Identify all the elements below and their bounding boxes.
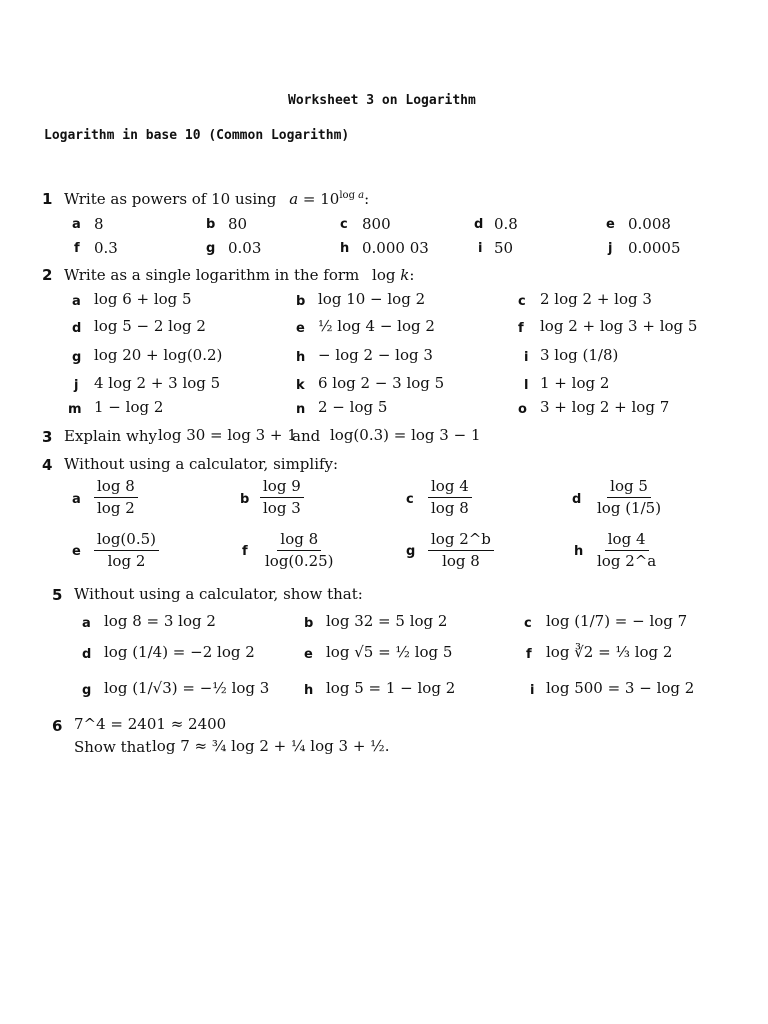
q4-den-c: log 8: [431, 498, 469, 517]
q5-label-a: a: [82, 616, 91, 631]
question-1-formula: $a = 10^{log a}$:: [289, 190, 370, 208]
q4-label-f: f: [242, 544, 248, 559]
q5-expr-b: log 32 = 5 log 2: [326, 612, 448, 630]
q1-value-i: 50: [494, 239, 514, 257]
q4-num-b: log 9: [260, 478, 304, 498]
q4-fraction-e: [94, 531, 159, 569]
q4-num-f: log 8: [277, 531, 321, 551]
q1-value-j: 0.0005: [628, 239, 681, 257]
question-3-and: and: [292, 427, 321, 445]
q5-label-i: i: [530, 683, 535, 698]
q2-label-d: d: [72, 321, 82, 336]
q1-value-c: 800: [362, 215, 391, 233]
q4-fraction-h: [594, 531, 659, 569]
q1-value-g: 0.03: [228, 239, 262, 257]
q1-label-a: a: [72, 217, 81, 232]
q2-label-b: b: [296, 294, 306, 309]
question-3-expr-1: log 30 = log 3 + 1: [158, 426, 297, 444]
question-3-prompt: Explain why: [64, 427, 157, 445]
q4-label-a: a: [72, 492, 81, 507]
q2-expr-a: log 6 + log 5: [94, 290, 192, 308]
q4-fraction-b: [260, 478, 304, 516]
q1-label-g: g: [206, 241, 216, 256]
q4-label-b: b: [240, 492, 250, 507]
question-1-number: 1: [42, 190, 53, 208]
q4-num-a: log 8: [94, 478, 138, 498]
q1-label-c: c: [340, 217, 348, 232]
q1-value-b: 80: [228, 215, 248, 233]
q4-num-g: log 2^b: [428, 531, 494, 551]
q4-den-h: log 2^a: [597, 551, 657, 570]
q5-label-c: c: [524, 616, 532, 631]
q4-den-e: log 2: [107, 551, 146, 570]
question-1-prompt: Write as powers of 10 using: [64, 190, 277, 208]
question-4-prompt: Without using a calculator, simplify:: [64, 455, 339, 473]
q2-label-e: e: [296, 321, 305, 336]
q2-label-c: c: [518, 294, 526, 309]
q1-value-h: 0.000 03: [362, 239, 429, 257]
q2-label-j: j: [74, 378, 79, 393]
q4-fraction-g: [428, 531, 494, 569]
q1-value-f: 0.3: [94, 239, 118, 257]
q4-den-f: log(0.25): [265, 551, 334, 570]
question-3-expr-2: log(0.3) = log 3 − 1: [330, 426, 481, 444]
question-6-show-text: Show that: [74, 738, 152, 756]
q4-den-d: log (1/5): [597, 498, 662, 517]
q1-label-i: i: [478, 241, 483, 256]
question-2-prompt: Write as a single logarithm in the form: [64, 266, 360, 284]
q2-expr-e: ½ log 4 − log 2: [318, 317, 435, 335]
q5-expr-f: log ∛2 = ⅓ log 2: [546, 643, 673, 661]
q2-expr-n: 2 − log 5: [318, 398, 388, 416]
q4-fraction-c: [428, 478, 472, 516]
q4-num-e: log(0.5): [94, 531, 159, 551]
q4-den-g: log 8: [442, 551, 480, 570]
q1-label-j: j: [608, 241, 613, 256]
q4-label-e: e: [72, 544, 81, 559]
q2-label-o: o: [518, 402, 527, 417]
q2-expr-l: 1 + log 2: [540, 374, 610, 392]
worksheet-title: Worksheet 3 on Logarithm: [288, 93, 476, 108]
q5-label-b: b: [304, 616, 314, 631]
q2-label-n: n: [296, 402, 306, 417]
question-2-text: [64, 266, 414, 284]
q1-label-h: h: [340, 241, 350, 256]
q2-label-f: f: [518, 321, 524, 336]
q2-expr-j: 4 log 2 + 3 log 5: [94, 374, 221, 392]
section-subtitle: Logarithm in base 10 (Common Logarithm): [44, 128, 350, 143]
q2-expr-d: log 5 − 2 log 2: [94, 317, 206, 335]
question-6-line-2: log 7 ≈ ¾ log 2 + ¼ log 3 + ½.: [152, 737, 390, 755]
q1-value-d: 0.8: [494, 215, 518, 233]
q5-expr-a: log 8 = 3 log 2: [104, 612, 216, 630]
q4-label-d: d: [572, 492, 582, 507]
q4-label-c: c: [406, 492, 414, 507]
question-2-number: 2: [42, 266, 53, 284]
q5-label-d: d: [82, 647, 92, 662]
q5-label-h: h: [304, 683, 314, 698]
q2-expr-g: log 20 + log(0.2): [94, 346, 223, 364]
q4-fraction-d: [594, 478, 664, 516]
question-3-number: 3: [42, 428, 53, 446]
question-6-line-1: 7^4 = 2401 ≈ 2400: [74, 715, 227, 733]
q2-expr-h: − log 2 − log 3: [318, 346, 433, 364]
question-2-formula: log k:: [372, 266, 415, 284]
q4-fraction-f: [262, 531, 337, 569]
q5-expr-e: log √5 = ½ log 5: [326, 643, 453, 661]
q2-expr-i: 3 log (1/8): [540, 346, 619, 364]
q1-label-b: b: [206, 217, 216, 232]
question-6-number: 6: [52, 717, 63, 735]
q5-label-f: f: [526, 647, 532, 662]
q2-expr-k: 6 log 2 − 3 log 5: [318, 374, 445, 392]
q2-label-g: g: [72, 350, 82, 365]
q2-label-h: h: [296, 350, 306, 365]
q4-label-g: g: [406, 544, 416, 559]
q5-expr-c: log (1/7) = − log 7: [546, 612, 688, 630]
q2-expr-c: 2 log 2 + log 3: [540, 290, 652, 308]
q1-value-e: 0.008: [628, 215, 671, 233]
q4-num-c: log 4: [428, 478, 472, 498]
q4-den-b: log 3: [263, 498, 301, 517]
q2-expr-b: log 10 − log 2: [318, 290, 426, 308]
question-5-number: 5: [52, 586, 63, 604]
q4-num-d: log 5: [607, 478, 651, 498]
q2-expr-m: 1 − log 2: [94, 398, 164, 416]
q5-label-g: g: [82, 683, 92, 698]
q2-label-a: a: [72, 294, 81, 309]
q2-label-m: m: [68, 402, 82, 417]
question-5-prompt: Without using a calculator, show that:: [74, 585, 363, 603]
q5-expr-i: log 500 = 3 − log 2: [546, 679, 695, 697]
q4-label-h: h: [574, 544, 584, 559]
q1-label-f: f: [74, 241, 80, 256]
q4-den-a: log 2: [97, 498, 135, 517]
q2-expr-o: 3 + log 2 + log 7: [540, 398, 670, 416]
q2-label-i: i: [524, 350, 529, 365]
q1-label-e: e: [606, 217, 615, 232]
q2-expr-f: log 2 + log 3 + log 5: [540, 317, 698, 335]
q5-expr-d: log (1/4) = −2 log 2: [104, 643, 255, 661]
q5-expr-g: log (1/√3) = −½ log 3: [104, 679, 270, 697]
q1-value-a: 8: [94, 215, 104, 233]
q4-num-h: log 4: [605, 531, 649, 551]
q5-expr-h: log 5 = 1 − log 2: [326, 679, 456, 697]
question-1-text: [64, 190, 369, 208]
q2-label-l: l: [524, 378, 529, 393]
q4-fraction-a: [94, 478, 138, 516]
question-4-number: 4: [42, 456, 53, 474]
q5-label-e: e: [304, 647, 313, 662]
q2-label-k: k: [296, 378, 305, 393]
q1-label-d: d: [474, 217, 484, 232]
